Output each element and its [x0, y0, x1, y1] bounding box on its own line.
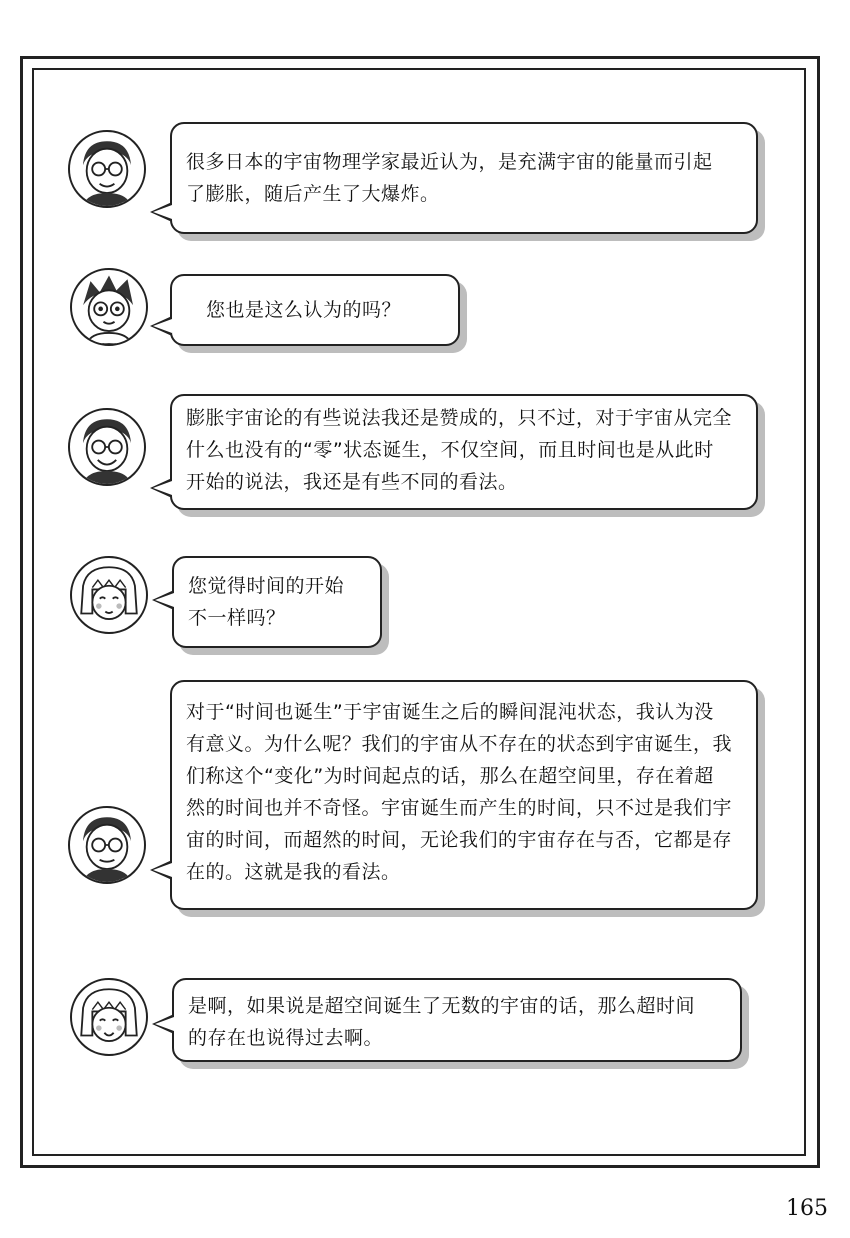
speech-bubble-2 [170, 274, 460, 346]
professor-avatar-icon [68, 806, 146, 884]
girl-avatar-icon [70, 556, 148, 634]
dialogue-line: 开始的说法，我还是有些不同的看法。 [186, 471, 518, 493]
speech-bubble-5 [170, 680, 758, 910]
dialogue-line: 您觉得时间的开始 [188, 575, 345, 597]
dialogue-line: 了膨胀，随后产生了大爆炸。 [186, 183, 440, 205]
dialogue-line: 膨胀宇宙论的有些说法我还是赞成的，只不过，对于宇宙从完全 [186, 407, 733, 429]
speech-tail [150, 860, 172, 880]
dialogue-line: 不一样吗？ [188, 607, 286, 629]
speech-bubble-1 [170, 122, 758, 234]
speech-bubble-4 [172, 556, 382, 648]
dialogue-line: 很多日本的宇宙物理学家最近认为，是充满宇宙的能量而引起 [186, 151, 713, 173]
dialogue-line: 什么也没有的“零”状态诞生，不仅空间，而且时间也是从此时 [186, 439, 714, 461]
speech-bubble-3 [170, 394, 758, 510]
page-number: 165 [786, 1196, 828, 1221]
professor-avatar-icon [68, 408, 146, 486]
professor-avatar-icon [68, 130, 146, 208]
speech-tail [152, 1014, 174, 1034]
speech-tail [152, 590, 174, 610]
dialogue-line: 们称这个“变化”为时间起点的话，那么在超空间里，存在着超 [186, 765, 714, 787]
dialogue-line: 宙的时间，而超然的时间，无论我们的宇宙存在与否，它都是存 [186, 829, 733, 851]
speech-bubble-6 [172, 978, 742, 1062]
dialogue-line: 然的时间也并不奇怪。宇宙诞生而产生的时间，只不过是我们宇 [186, 797, 733, 819]
dialogue-line: 对于“时间也诞生”于宇宙诞生之后的瞬间混沌状态，我认为没 [186, 701, 714, 723]
speech-tail [150, 202, 172, 222]
speech-tail [150, 316, 172, 336]
girl-avatar-icon [70, 978, 148, 1056]
dialogue-line: 您也是这么认为的吗？ [206, 299, 402, 321]
dialogue-line: 是啊，如果说是超空间诞生了无数的宇宙的话，那么超时间 [188, 995, 696, 1017]
boy-avatar-icon [70, 268, 148, 346]
dialogue-line: 有意义。为什么呢？我们的宇宙从不存在的状态到宇宙诞生，我 [186, 733, 733, 755]
dialogue-line: 在的。这就是我的看法。 [186, 861, 401, 883]
speech-tail [150, 478, 172, 498]
dialogue-line: 的存在也说得过去啊。 [188, 1027, 384, 1049]
